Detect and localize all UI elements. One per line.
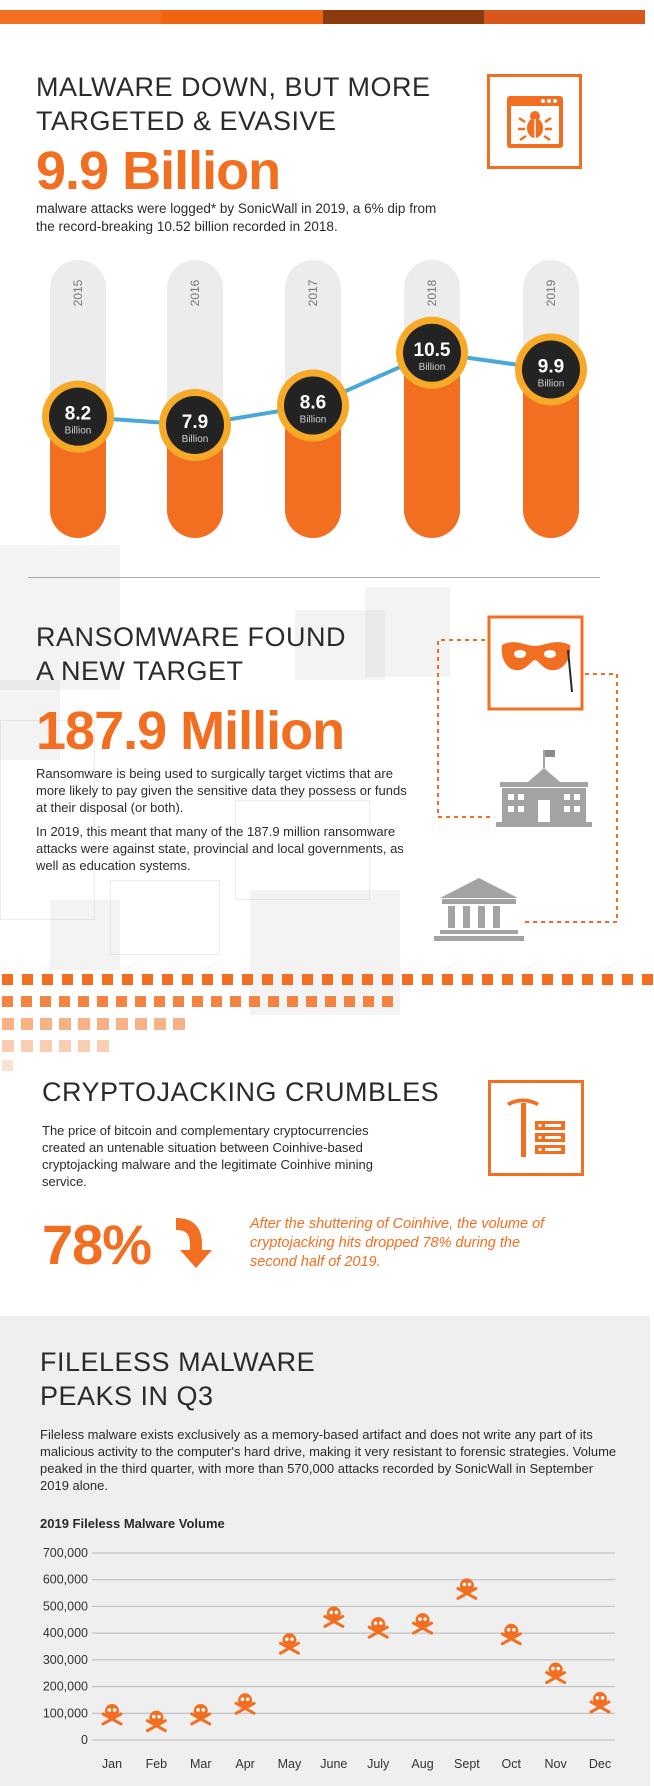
orange-dot xyxy=(21,1040,33,1052)
fileless-title-line1: FILELESS MALWARE xyxy=(40,1347,316,1377)
orange-dot xyxy=(282,974,293,985)
orange-dot xyxy=(173,996,184,1007)
badge-value: 7.9 xyxy=(181,412,209,433)
orange-dot xyxy=(306,996,317,1007)
ransomware-title-line2: A NEW TARGET xyxy=(36,656,244,686)
orange-dot xyxy=(362,974,373,985)
ransomware-title-line1: RANSOMWARE FOUND xyxy=(36,622,346,652)
orange-dot xyxy=(344,996,355,1007)
orange-dot xyxy=(262,974,273,985)
year-label: 2016 xyxy=(188,279,202,307)
year-label: 2018 xyxy=(425,279,439,307)
orange-dot xyxy=(22,974,33,985)
value-badge xyxy=(42,381,114,453)
orange-dot xyxy=(302,974,313,985)
orange-dot xyxy=(62,974,73,985)
orange-dot xyxy=(21,996,32,1007)
orange-dot xyxy=(642,974,653,985)
skull-marker xyxy=(236,1693,254,1713)
badge-value: 9.9 xyxy=(537,356,565,378)
x-tick-label: June xyxy=(320,1757,348,1771)
cryptojacking-description: The price of bitcoin and complementary cryptocurrencies created an untenable situation between Coinhive-based cryptojacking malware and the legitimate Coinhive mining service. xyxy=(42,1123,373,1189)
badge-value: 8.6 xyxy=(299,392,327,414)
x-tick-label: Mar xyxy=(189,1757,212,1771)
skull-marker xyxy=(414,1613,432,1633)
orange-dot xyxy=(602,974,613,985)
orange-dot xyxy=(582,974,593,985)
value-badge xyxy=(277,370,349,442)
ransomware-section-title xyxy=(36,620,416,688)
y-tick-label: 300,000 xyxy=(42,1652,88,1667)
orange-dot xyxy=(40,1040,52,1052)
orange-dot xyxy=(97,1018,109,1030)
fileless-title-line2: PEAKS IN Q3 xyxy=(40,1381,214,1411)
x-tick-label: Aug xyxy=(411,1757,434,1771)
pickaxe-server-icon xyxy=(488,1080,584,1176)
orange-dot xyxy=(21,1018,33,1030)
orange-dot xyxy=(462,974,473,985)
badge-unit: Billion xyxy=(64,425,92,437)
ransomware-stat: 187.9 Million xyxy=(36,701,345,761)
orange-dot xyxy=(59,1018,71,1030)
skull-marker xyxy=(369,1617,387,1637)
orange-dot xyxy=(78,996,89,1007)
fileless-malware-chart xyxy=(0,1510,654,1786)
cryptojacking-note: After the shuttering of Coinhive, the volume of cryptojacking hits dropped 78% during the second half of 2019. xyxy=(250,1216,545,1270)
orange-dot xyxy=(422,974,433,985)
orange-dot xyxy=(242,974,253,985)
browser-bug-icon xyxy=(487,74,582,169)
y-tick-label: 600,000 xyxy=(42,1572,88,1587)
x-tick-label: Jan xyxy=(101,1757,123,1771)
orange-dot xyxy=(382,996,393,1007)
orange-dot xyxy=(230,996,241,1007)
y-tick-label: 400,000 xyxy=(42,1626,88,1641)
top-bar-segment xyxy=(484,10,645,24)
malware-description: malware attacks were logged* by SonicWall in 2019, a 6% dip from the record-breaking 10.52 billion recorded in 2018. xyxy=(36,201,437,234)
skull-marker xyxy=(325,1606,343,1626)
y-tick-label: 0 xyxy=(81,1733,88,1747)
orange-dot xyxy=(2,996,13,1007)
skull-marker xyxy=(280,1633,298,1653)
x-tick-label: Sept xyxy=(454,1757,480,1771)
orange-dot xyxy=(122,974,133,985)
orange-dot xyxy=(502,974,513,985)
orange-dot xyxy=(142,974,153,985)
badge-unit: Billion xyxy=(418,361,446,373)
top-bar-segment xyxy=(0,10,161,24)
school-building-icon xyxy=(496,750,592,827)
skull-marker xyxy=(591,1692,609,1712)
orange-dot xyxy=(116,1018,128,1030)
value-badge xyxy=(515,333,587,405)
orange-dot xyxy=(59,996,70,1007)
badge-unit: Billion xyxy=(537,378,565,390)
orange-dot xyxy=(135,1018,147,1030)
top-bar-segment xyxy=(323,10,484,24)
orange-dot xyxy=(363,996,374,1007)
orange-dot xyxy=(42,974,53,985)
y-tick-label: 500,000 xyxy=(42,1599,88,1614)
orange-dot xyxy=(154,1018,166,1030)
chart-title: 2019 Fileless Malware Volume xyxy=(40,1516,225,1531)
top-bar-segment xyxy=(161,10,322,24)
year-label: 2017 xyxy=(306,279,320,307)
orange-dot xyxy=(40,1018,52,1030)
orange-dot xyxy=(78,1018,90,1030)
value-badge xyxy=(159,389,231,461)
orange-dot xyxy=(97,996,108,1007)
orange-dot xyxy=(97,1040,109,1052)
orange-dot xyxy=(116,996,127,1007)
orange-dot xyxy=(173,1018,185,1030)
badge-value: 8.2 xyxy=(64,403,92,425)
badge-unit: Billion xyxy=(299,414,327,426)
x-tick-label: Oct xyxy=(501,1757,521,1771)
skull-marker xyxy=(547,1663,565,1683)
year-label: 2019 xyxy=(544,279,558,307)
section-divider xyxy=(28,577,600,578)
badge-value: 10.5 xyxy=(413,339,451,361)
x-tick-label: Apr xyxy=(235,1757,255,1771)
malware-title-line2: TARGETED & EVASIVE xyxy=(36,106,337,136)
orange-dot xyxy=(522,974,533,985)
orange-dot xyxy=(40,996,51,1007)
orange-dot xyxy=(135,996,146,1007)
orange-dot xyxy=(2,974,13,985)
skull-marker xyxy=(502,1624,520,1644)
mask-icon xyxy=(489,617,582,709)
x-tick-label: July xyxy=(367,1757,390,1771)
x-tick-label: Feb xyxy=(145,1757,168,1771)
decor-outline-square xyxy=(110,880,220,955)
down-arrow-icon xyxy=(172,1214,222,1272)
skull-marker xyxy=(458,1578,476,1598)
ransomware-target-graphic xyxy=(430,610,630,950)
orange-dot xyxy=(2,1018,14,1030)
orange-dot xyxy=(222,974,233,985)
orange-dot xyxy=(325,996,336,1007)
y-tick-label: 200,000 xyxy=(42,1679,88,1694)
top-color-bar xyxy=(0,10,645,24)
x-tick-label: Dec xyxy=(588,1757,612,1771)
orange-dot xyxy=(322,974,333,985)
orange-dot xyxy=(249,996,260,1007)
orange-dot xyxy=(342,974,353,985)
y-tick-label: 100,000 xyxy=(42,1706,88,1721)
orange-dot-pattern xyxy=(0,970,654,1080)
badge-unit: Billion xyxy=(181,434,209,445)
government-building-icon xyxy=(434,878,524,941)
fileless-description: Fileless malware exists exclusively as a memory-based artifact and does not write any part of its malicious activity to the computer's hard drive, making it very resistant to forensic strategies. Volume peaked in the third quarter, with more than 570,000 attacks recorded by SonicWall in September 2019 alone. xyxy=(40,1427,617,1493)
skull-marker xyxy=(192,1704,210,1724)
malware-stat: 9.9 Billion xyxy=(36,141,281,201)
x-tick-label: May xyxy=(277,1757,302,1771)
value-badge xyxy=(396,317,468,389)
orange-dot xyxy=(482,974,493,985)
orange-dot xyxy=(442,974,453,985)
skull-marker xyxy=(103,1704,121,1724)
orange-dot xyxy=(211,996,222,1007)
orange-dot xyxy=(2,1040,14,1052)
orange-dot xyxy=(82,974,93,985)
malware-section-title xyxy=(36,70,456,138)
y-tick-label: 700,000 xyxy=(42,1546,88,1560)
yearly-malware-pills xyxy=(0,255,654,545)
ransomware-description-2: In 2019, this meant that many of the 187.9 million ransomware attacks were against state, provincial and local governments, as well as education systems. xyxy=(36,824,404,873)
orange-dot xyxy=(287,996,298,1007)
orange-dot xyxy=(382,974,393,985)
orange-dot xyxy=(562,974,573,985)
orange-dot xyxy=(192,996,203,1007)
fileless-section-title xyxy=(40,1345,360,1413)
orange-dot xyxy=(402,974,413,985)
orange-dot xyxy=(78,1040,90,1052)
x-tick-label: Nov xyxy=(544,1757,567,1771)
orange-dot xyxy=(162,974,173,985)
orange-dot xyxy=(102,974,113,985)
orange-dot xyxy=(154,996,165,1007)
orange-dot xyxy=(268,996,279,1007)
year-label: 2015 xyxy=(71,279,85,307)
year-pill xyxy=(404,260,460,538)
orange-dot xyxy=(622,974,633,985)
orange-dot xyxy=(202,974,213,985)
orange-dot xyxy=(182,974,193,985)
malware-title-line1: MALWARE DOWN, BUT MORE xyxy=(36,72,431,102)
orange-dot xyxy=(2,1060,13,1071)
ransomware-description-1: Ransomware is being used to surgically target victims that are more likely to pay given the sensitive data they possess or funds at their disposal (or both). xyxy=(36,766,407,815)
orange-dot xyxy=(59,1040,71,1052)
orange-dot xyxy=(542,974,553,985)
cryptojacking-stat: 78% xyxy=(42,1213,152,1276)
cryptojacking-section-title: CRYPTOJACKING CRUMBLES xyxy=(42,1077,440,1107)
